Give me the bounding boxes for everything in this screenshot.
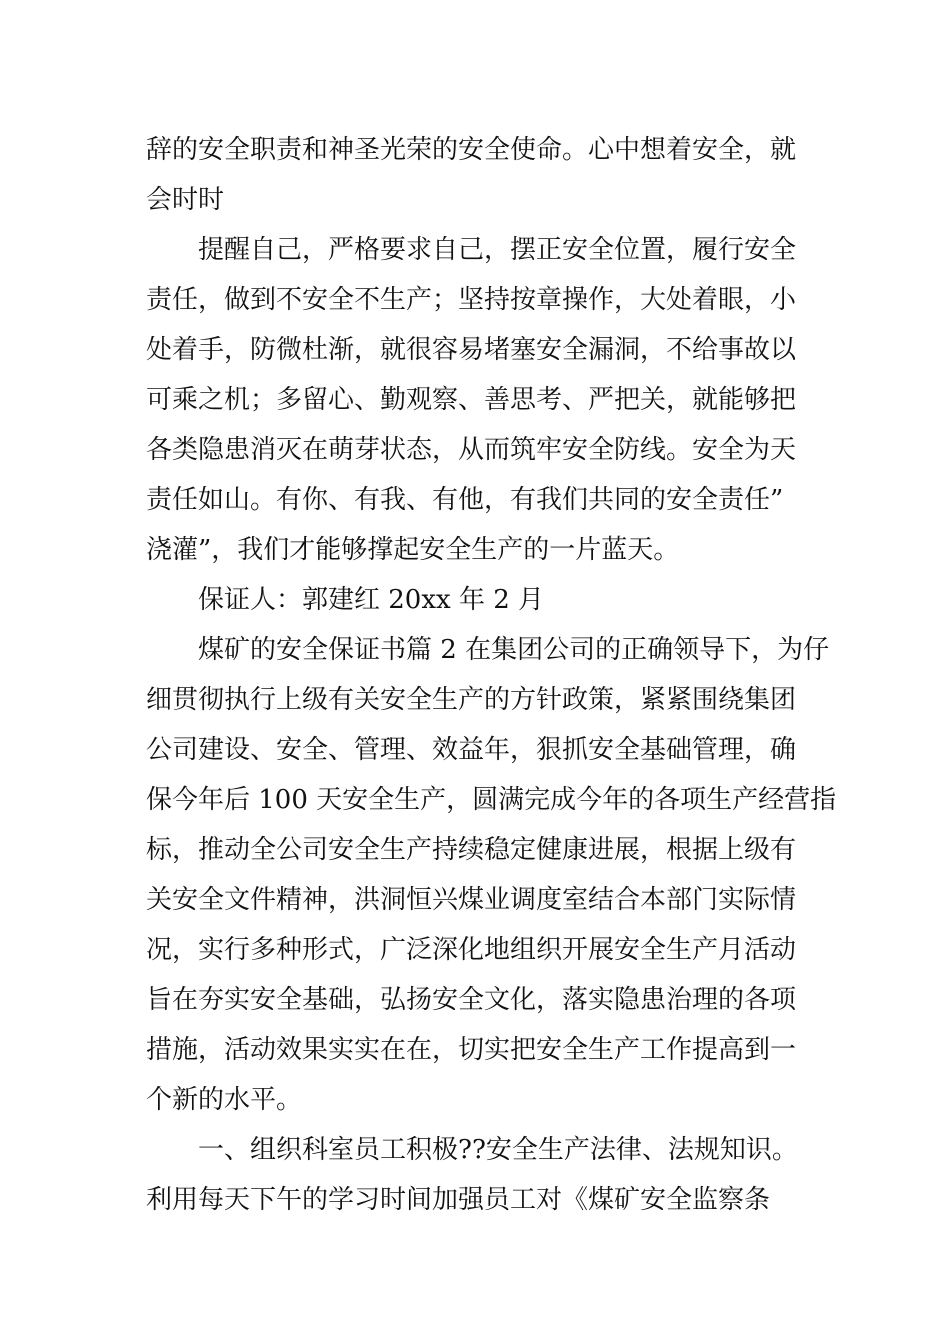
text-line: 各类隐患消灭在萌芽状态，从而筑牢安全防线。安全为天 — [146, 435, 797, 465]
text-line: 浇灌”，我们才能够撑起安全生产的一片蓝天。 — [146, 535, 680, 565]
text-line: 会时时 — [146, 185, 225, 215]
text-line: 个新的水平。 — [146, 1085, 303, 1115]
text-line: 细贯彻执行上级有关安全生产的方针政策，紧紧围绕集团 — [146, 685, 797, 715]
text-line: 处着手，防微杜渐，就很容易堵塞安全漏洞，不给事故以 — [146, 335, 797, 365]
text-line: 保今年后 100 天安全生产，圆满完成今年的各项生产经营指 — [146, 785, 837, 815]
section-heading: 一、组织科室员工积极??安全生产法律、法规知识。 — [198, 1135, 798, 1165]
text-line: 旨在夯实安全基础，弘扬安全文化，落实隐患治理的各项 — [146, 985, 797, 1015]
text-line: 利用每天下午的学习时间加强员工对《煤矿安全监察条 — [146, 1185, 771, 1215]
text-line: 措施，活动效果实实在在，切实把安全生产工作提高到一 — [146, 1035, 797, 1065]
text-line: 责任，做到不安全不生产；坚持按章操作，大处着眼，小 — [146, 285, 797, 315]
text-line: 提醒自己，严格要求自己，摆正安全位置，履行安全 — [198, 235, 797, 265]
text-line: 关安全文件精神，洪洞恒兴煤业调度室结合本部门实际情 — [146, 885, 797, 915]
text-line: 标，推动全公司安全生产持续稳定健康进展，根据上级有 — [146, 835, 797, 865]
text-line: 况，实行多种形式，广泛深化地组织开展安全生产月活动 — [146, 935, 797, 965]
text-line: 责任如山。有你、有我、有他，有我们共同的安全责任” — [146, 485, 784, 515]
signature-line: 保证人：郭建红 20xx 年 2 月 — [198, 585, 545, 615]
text-line: 可乘之机；多留心、勤观察、善思考、严把关，就能够把 — [146, 385, 797, 415]
text-line: 煤矿的安全保证书篇 2 在集团公司的正确领导下，为仔 — [198, 635, 830, 665]
text-line: 辞的安全职责和神圣光荣的安全使命。心中想着安全，就 — [146, 135, 797, 165]
text-line: 公司建设、安全、管理、效益年，狠抓安全基础管理，确 — [146, 735, 797, 765]
